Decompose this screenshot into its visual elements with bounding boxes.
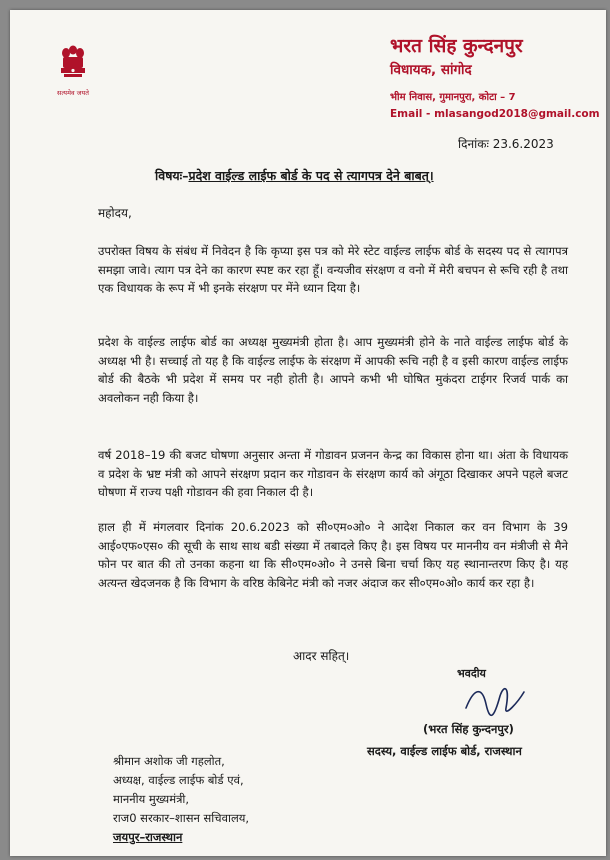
national-emblem-icon bbox=[60, 44, 86, 82]
emblem bbox=[50, 44, 96, 97]
paragraph: हाल ही में मंगलवार दिनांक 20.6.2023 को सी०एम०ओ० ने आदेश निकाल कर वन विभाग के 39 आई०एफ०एस० की सूची के साथ साथ बडी संख्या में तबादले किए है। इस विषय पर माननीय वन मंत्रीजी से मैने फोन पर बात की तो उनका कहना था कि सी०एम०ओ० ने उनसे बिना चर्चा किए यह स्थानान्तरण किए है। यह अत्यन्त खेदजनक है कि विभाग के वरिष्ठ केबिनेट मंत्री को नजर अंदाज कर सी०एम०ओ० कार्य कर रहा है। bbox=[98, 520, 568, 590]
letter-page bbox=[10, 10, 606, 856]
recipient-line: माननीय मुख्यमंत्री, bbox=[113, 792, 190, 806]
letterhead-address: भीम निवास, गुमानपुरा, कोटा – 7 bbox=[390, 92, 516, 103]
closing: आदर सहित्। bbox=[293, 649, 350, 663]
salutation: महोदय, bbox=[98, 206, 132, 220]
signer-title: सदस्य, वाईल्ड लाईफ बोर्ड, राजस्थान bbox=[367, 744, 522, 758]
recipient-line: राज0 सरकार–शासन सचिवालय, bbox=[113, 811, 250, 825]
letterhead-email: Email - mlasangod2018@gmail.com bbox=[390, 108, 600, 120]
emblem-caption: सत्यमेव जयते bbox=[57, 89, 89, 97]
subject-prefix: विषयः– bbox=[155, 168, 189, 183]
letter-date: दिनांकः 23.6.2023 bbox=[458, 137, 554, 151]
recipient-line: श्रीमान अशोक जी गहलोत, bbox=[113, 754, 225, 768]
letterhead-name: भरत सिंह कुन्दनपुर bbox=[390, 35, 523, 57]
paragraph: प्रदेश के वाईल्ड लाईफ बोर्ड का अध्यक्ष मुख्यमंत्री होता है। आप मुख्यमंत्री होने के नाते वाईल्ड लाईफ बोर्ड के अध्यक्ष भी है। सच्चाई तो यह है कि वाईल्ड लाईफ के संरक्षण में आपकी रूचि नही है व इसी कारण वाईल्ड लाईफ बोर्ड की बैठके भी प्रदेश में समय पर नही होती है। आपने कभी भी घोषित मुकंदरा टाईगर रिजर्व पार्क का अवलोकन नही किया है। bbox=[98, 335, 568, 405]
recipient-city: जयपुर–राजस्थान bbox=[113, 830, 183, 844]
paragraph: उपरोक्त विषय के संबंध में निवेदन है कि कृप्या इस पत्र को मेरे स्टेट वाईल्ड लाईफ बोर्ड के सदस्य पद से त्यागपत्र समझा जावे। त्याग पत्र देने का कारण स्पष्ट कर रहा हूँ। वन्यजीव संरक्षण व वनो में मेरी बचपन से रूचि रही है तथा एक विधायक के रूप में भी इनके संरक्षण पर मेंने ध्यान दिया है। bbox=[98, 244, 568, 295]
signature-scribble bbox=[460, 678, 530, 722]
recipient-line: अध्यक्ष, वाईल्ड लाईफ बोर्ड एवं, bbox=[113, 773, 244, 787]
signer-name: (भरत सिंह कुन्दनपुर) bbox=[423, 722, 514, 736]
recipient-address bbox=[113, 752, 249, 847]
subject-text: प्रदेश वाईल्ड लाईफ बोर्ड के पद से त्यागपत्र देने बाबत्। bbox=[188, 168, 434, 183]
sign-off: भवदीय bbox=[457, 667, 486, 680]
paragraph: वर्ष 2018–19 की बजट घोषणा अनुसार अन्ता में गोडावन प्रजनन केन्द्र का विकास होना था। अंता के विधायक व प्रदेश के भ्रष्ट मंत्री को आपने संरक्षण प्रदान कर गोडावन के संरक्षण कार्य को अंगूठा दिखाकर अपने पहले बजट घोषणा में राज्य पक्षी गोडावन की हवा निकाल दी है। bbox=[98, 448, 568, 499]
letterhead-title: विधायक, सांगोद bbox=[390, 62, 472, 78]
subject-line bbox=[155, 167, 434, 184]
